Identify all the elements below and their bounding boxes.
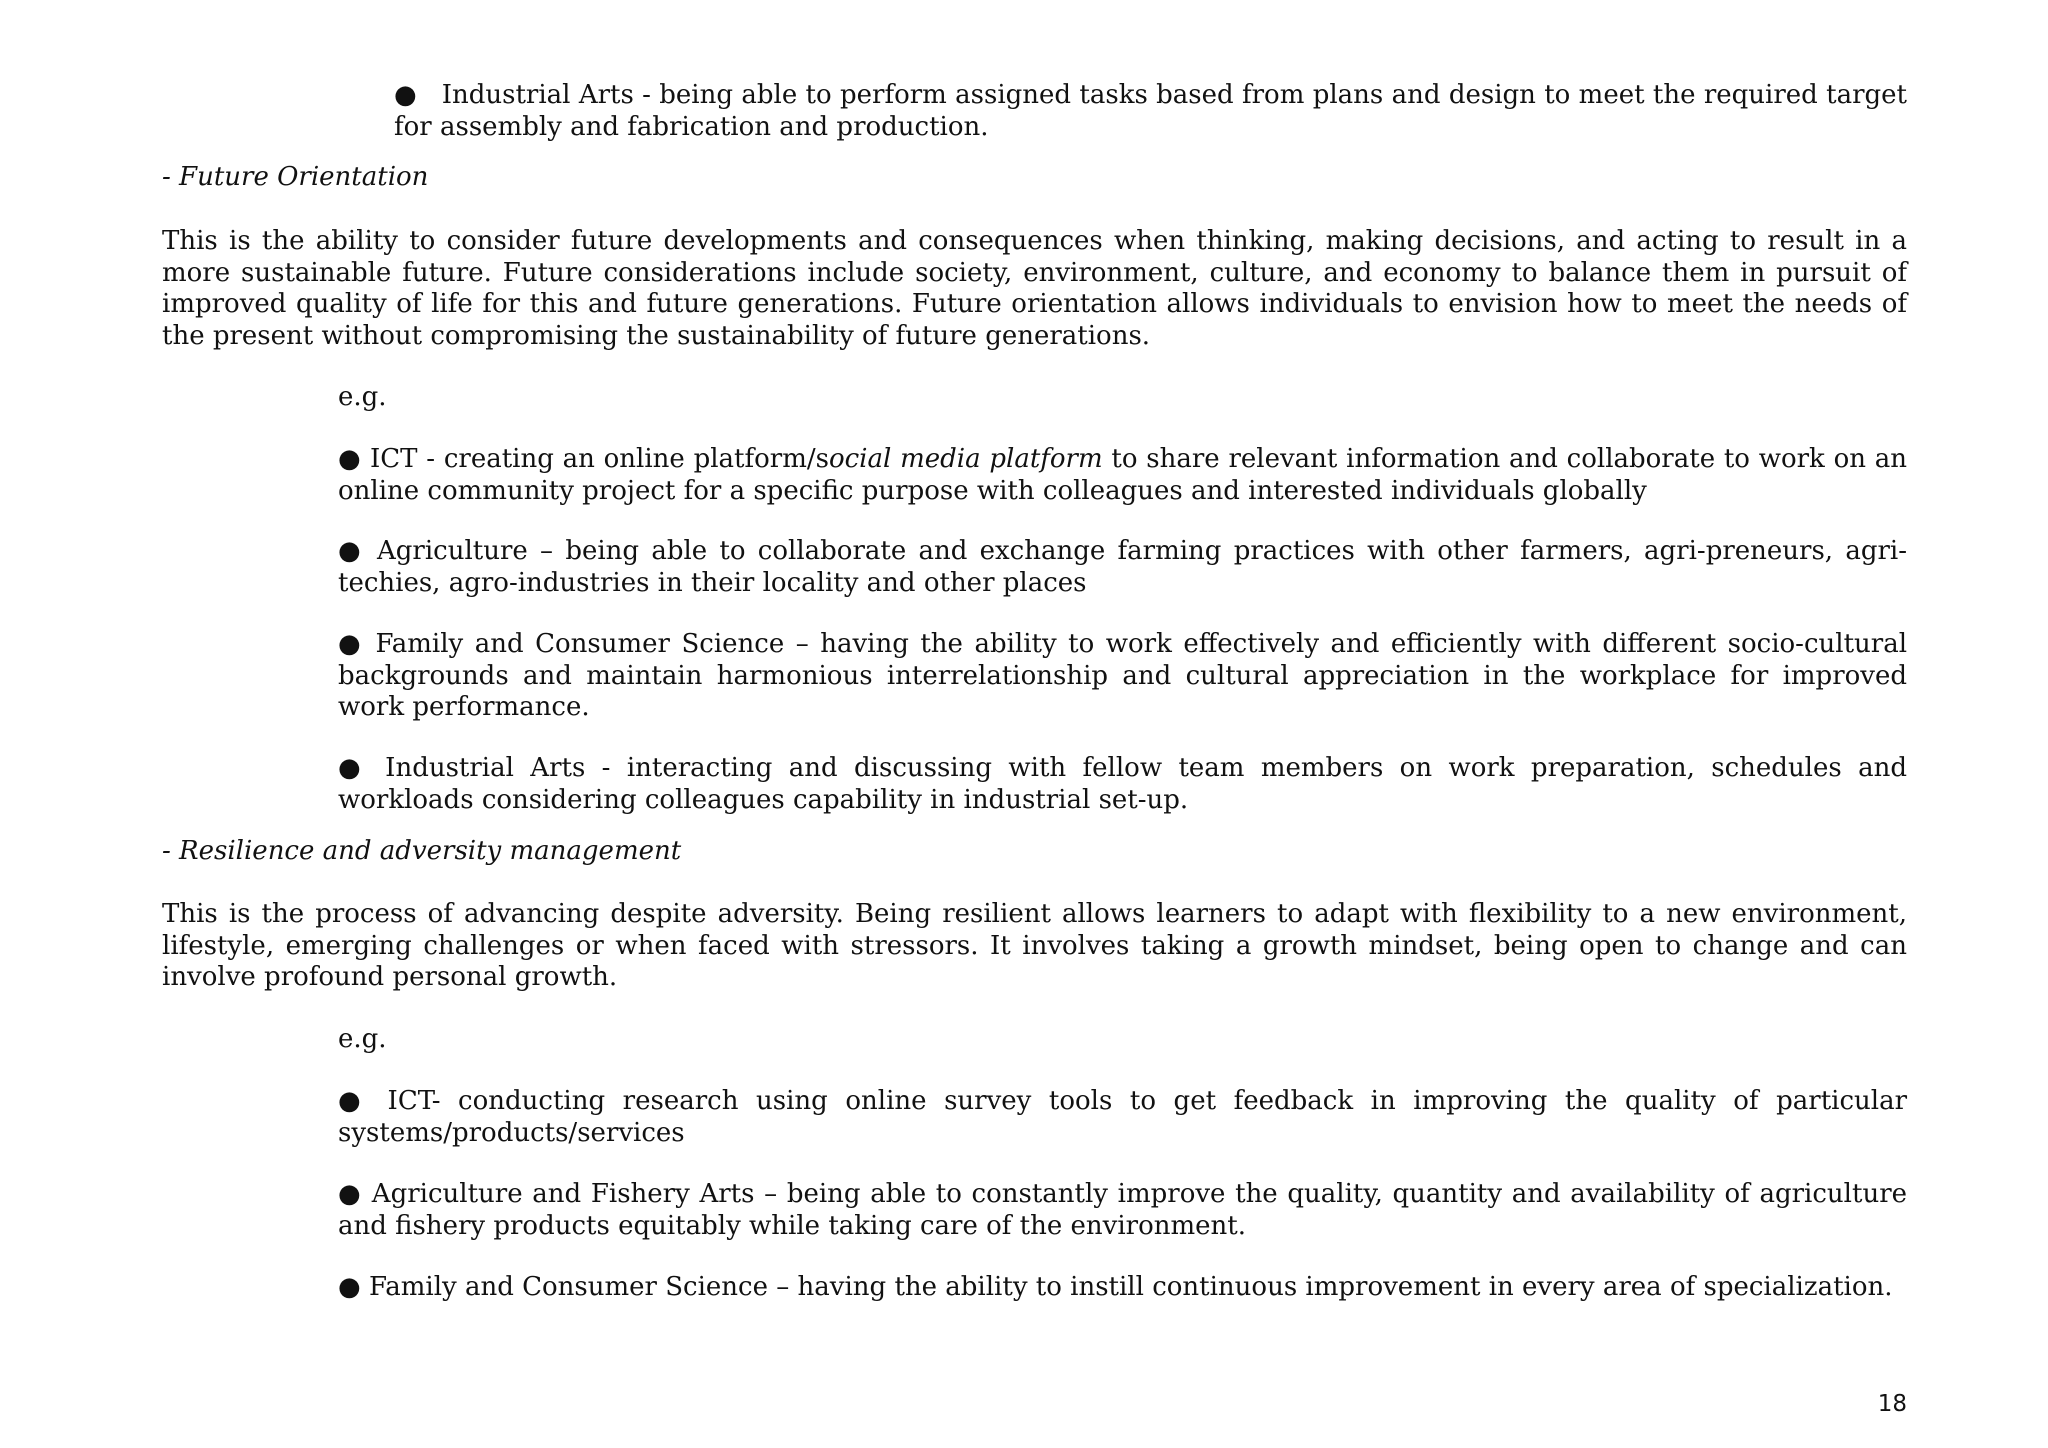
future-family-consumer-science-item — [338, 629, 1907, 724]
industrial-arts-assigned-tasks-item — [394, 80, 1907, 143]
page-number: 18 — [1877, 1391, 1907, 1417]
resilience-agriculture-fishery-item — [338, 1179, 1907, 1242]
item-text: Family and Consumer Science – having the ability to instill continuous improvement in every area of specialization. — [368, 1272, 1893, 1302]
future-orientation-eg: e.g. — [338, 382, 387, 412]
resilience-paragraph: This is the process of advancing despite adversity. Being resilient allows learners to adapt with flexibility to a new environment, lifestyle, emerging challenges or when faced with stressors. It involves taking a growth mindset, being open to change and can involve profound personal growth. — [162, 899, 1907, 992]
item-italic-text: ocial media platform — [828, 444, 1103, 474]
future-orientation-heading: - Future Orientation — [162, 162, 429, 192]
bullet-icon: ● — [338, 1179, 363, 1209]
item-text: Industrial Arts - interacting and discussing with fellow team members on work preparation, schedules and workloads considering colleagues capability in industrial set-up. — [338, 753, 1907, 815]
item-text: Agriculture – being able to collaborate and exchange farming practices with other farmers, agri-preneurs, agri-techies, agro-industries in their locality and other places — [338, 536, 1908, 598]
item-text: ICT - creating an online platform/s — [369, 444, 829, 474]
future-industrial-arts-item — [338, 753, 1907, 816]
future-orientation-paragraph: This is the ability to consider future developments and consequences when thinking, making decisions, and acting to result in a more sustainable future. Future considerations include society, environment, culture, and economy to balance them in pursuit of improved quality of life for this and future generations. Future orientation allows individuals to envision how to meet the needs of the present without compromising the sustainability of future generations. — [162, 226, 1907, 351]
item-text: Family and Consumer Science – having the ability to work effectively and efficiently with different socio-cultural backgrounds and maintain harmonious interrelationship and cultural appreciation in the workplace for improved work performance. — [338, 629, 1908, 722]
item-text: Industrial Arts - being able to perform assigned tasks based from plans and design to meet the required target for assembly and fabrication and production. — [394, 80, 1907, 142]
bullet-icon: ● — [338, 1086, 370, 1116]
resilience-heading: - Resilience and adversity management — [162, 836, 682, 866]
bullet-icon: ● — [338, 536, 365, 566]
bullet-icon: ● — [338, 1272, 361, 1302]
bullet-icon: ● — [338, 753, 369, 783]
bullet-icon: ● — [394, 80, 417, 110]
item-text: ICT- conducting research using online survey tools to get feedback in improving the quality of particular systems/products/services — [338, 1086, 1908, 1148]
bullet-icon: ● — [338, 629, 364, 659]
resilience-eg: e.g. — [338, 1024, 387, 1054]
future-ict-item — [338, 444, 1907, 507]
resilience-ict-item — [338, 1086, 1907, 1149]
future-agriculture-item — [338, 536, 1907, 599]
bullet-icon: ● — [338, 444, 362, 474]
item-text-continued: to share relevant information and collaborate to work on an online community project for a specific purpose with colleagues and interested individuals globally — [338, 444, 1908, 506]
item-text: Agriculture and Fishery Arts – being able to constantly improve the quality, quantity and availability of agriculture and fishery products equitably while taking care of the environment. — [338, 1179, 1908, 1241]
resilience-family-consumer-science-item — [338, 1272, 1907, 1304]
